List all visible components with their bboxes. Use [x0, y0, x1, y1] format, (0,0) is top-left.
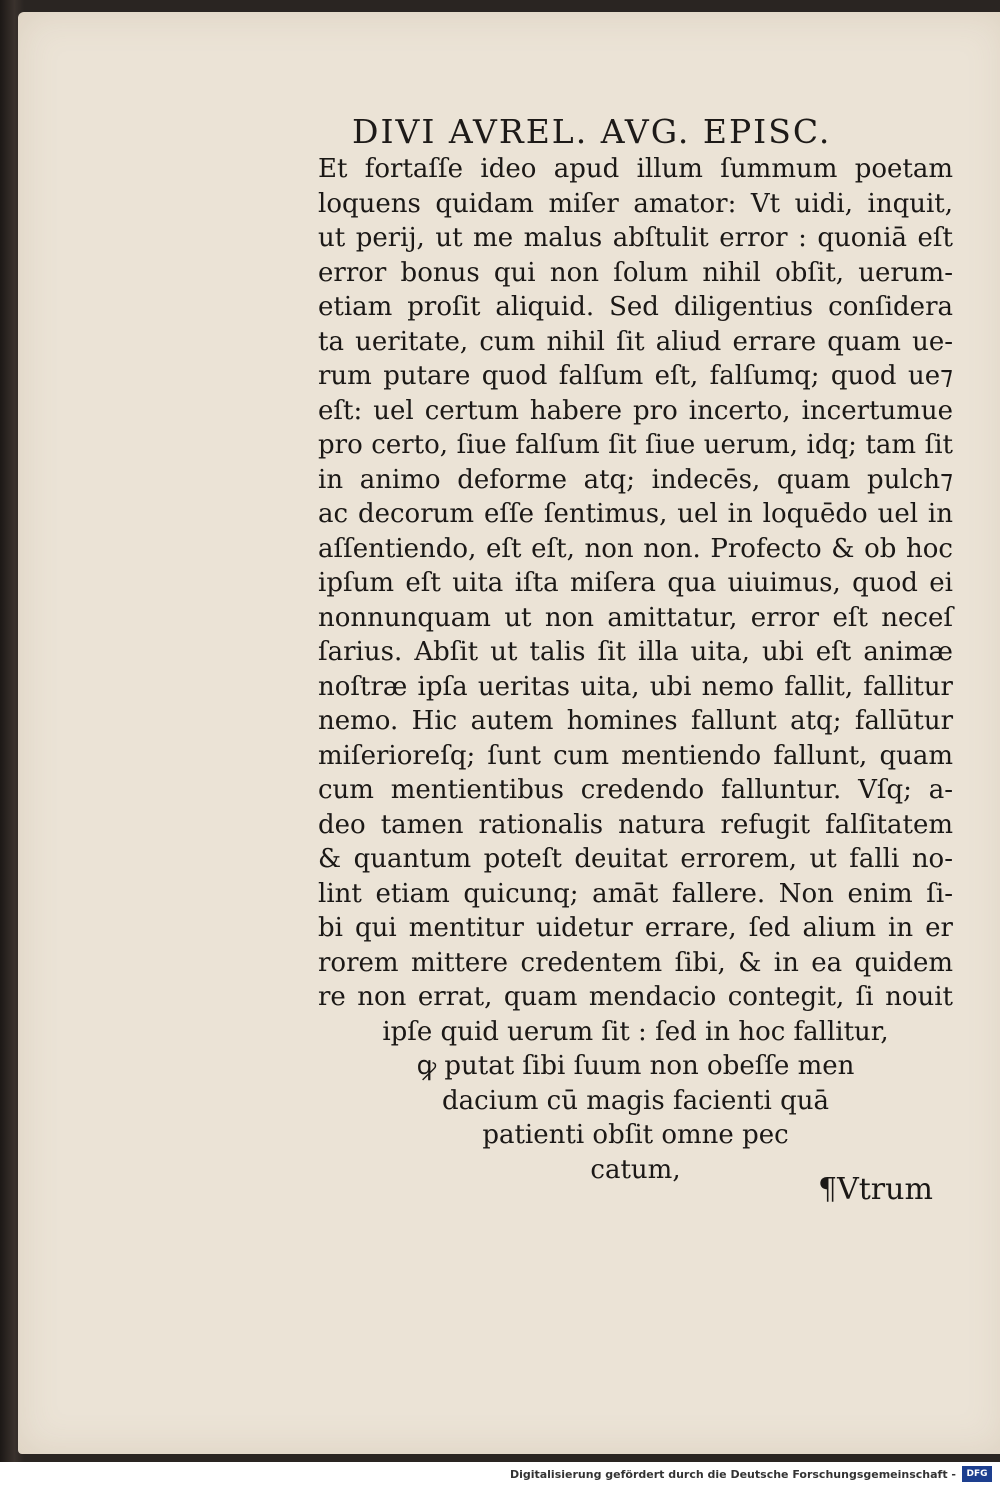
- dfg-logo: DFG: [962, 1466, 992, 1482]
- body-text: [318, 152, 953, 1187]
- catchword: ¶Vtrum: [818, 1172, 933, 1207]
- text-line: nemo. Hic autem homines fallunt atq; fallūtur: [318, 706, 953, 736]
- text-line: Et fortaſſe ideo apud illum ſummum poetam: [318, 154, 953, 184]
- text-line: deo tamen rationalis natura refugit falſitatem: [318, 809, 953, 840]
- text-line: re non errat, quam mendacio contegit, ſi nouit: [318, 982, 953, 1012]
- text-line: miſerioreſq; ſunt cum mentiendo fallunt, quam: [318, 740, 953, 771]
- text-line: noſtræ ipſa ueritas uita, ubi nemo fallit, fallitur: [318, 671, 953, 702]
- text-line: ut perij, ut me malus abſtulit error : quoniā eſt: [318, 223, 953, 253]
- text-line: eſt: uel certum habere pro incerto, incertumue: [318, 395, 953, 426]
- text-line: ipſum eſt uita iſta miſera qua uiuimus, quod ei: [318, 568, 953, 598]
- text-line: bi qui mentitur uidetur errare, ſed alium in er: [318, 913, 953, 943]
- tail-line: ipſe quid uerum ſit : ſed in hoc fallitur,: [382, 1016, 889, 1047]
- funding-credit: Digitalisierung gefördert durch die Deutsche Forschungsgemeinschaft -: [509, 1468, 956, 1481]
- text-line: etiam proſit aliquid. Sed diligentius conſidera: [318, 292, 953, 322]
- tail-line: dacium cū magis facienti quā: [441, 1085, 830, 1116]
- text-line: ac decorum eſſe ſentimus, uel in loquēdo uel in: [318, 499, 953, 529]
- running-head: DIVI AVREL. AVG. EPISC.: [352, 112, 832, 151]
- text-line: rum putare quod falſum eſt, falſumq; quod ue⁊: [318, 361, 953, 391]
- text-line: loquens quidam miſer amator: Vt uidi, inquit,: [318, 188, 953, 219]
- text-line: rorem mittere credentem ſibi, & in ea quidem: [318, 947, 953, 978]
- text-line: ſarius. Abſit ut talis ſit illa uita, ubi eſt animæ: [318, 637, 953, 667]
- text-line: cum mentientibus credendo falluntur. Vſq; a-: [318, 775, 953, 805]
- footer-bar: [0, 1462, 1000, 1488]
- tail-line: catum,: [590, 1154, 681, 1185]
- text-line: lint etiam quicunq; amāt fallere. Non enim ſi-: [318, 878, 953, 909]
- text-line: nonnunquam ut non amittatur, error eſt neceſ: [318, 602, 953, 633]
- text-line: error bonus qui non ſolum nihil obſit, uerum-: [318, 257, 953, 288]
- tail-line: ꝙ putat ſibi ſuum non obeſſe men: [416, 1051, 855, 1081]
- text-line: ta ueritate, cum nihil ſit aliud errare quam ue-: [318, 326, 953, 357]
- text-line: & quantum poteſt deuitat errorem, ut falli no-: [318, 844, 953, 874]
- text-line: in animo deforme atq; indecēs, quam pulch⁊: [318, 464, 953, 495]
- tail-line: patienti obſit omne pec: [482, 1120, 789, 1150]
- text-line: aſſentiendo, eſt eſt, non non. Profecto & ob hoc: [318, 533, 953, 564]
- text-line: pro certo, ſiue falſum ſit ſiue uerum, idq; tam ſit: [318, 430, 953, 460]
